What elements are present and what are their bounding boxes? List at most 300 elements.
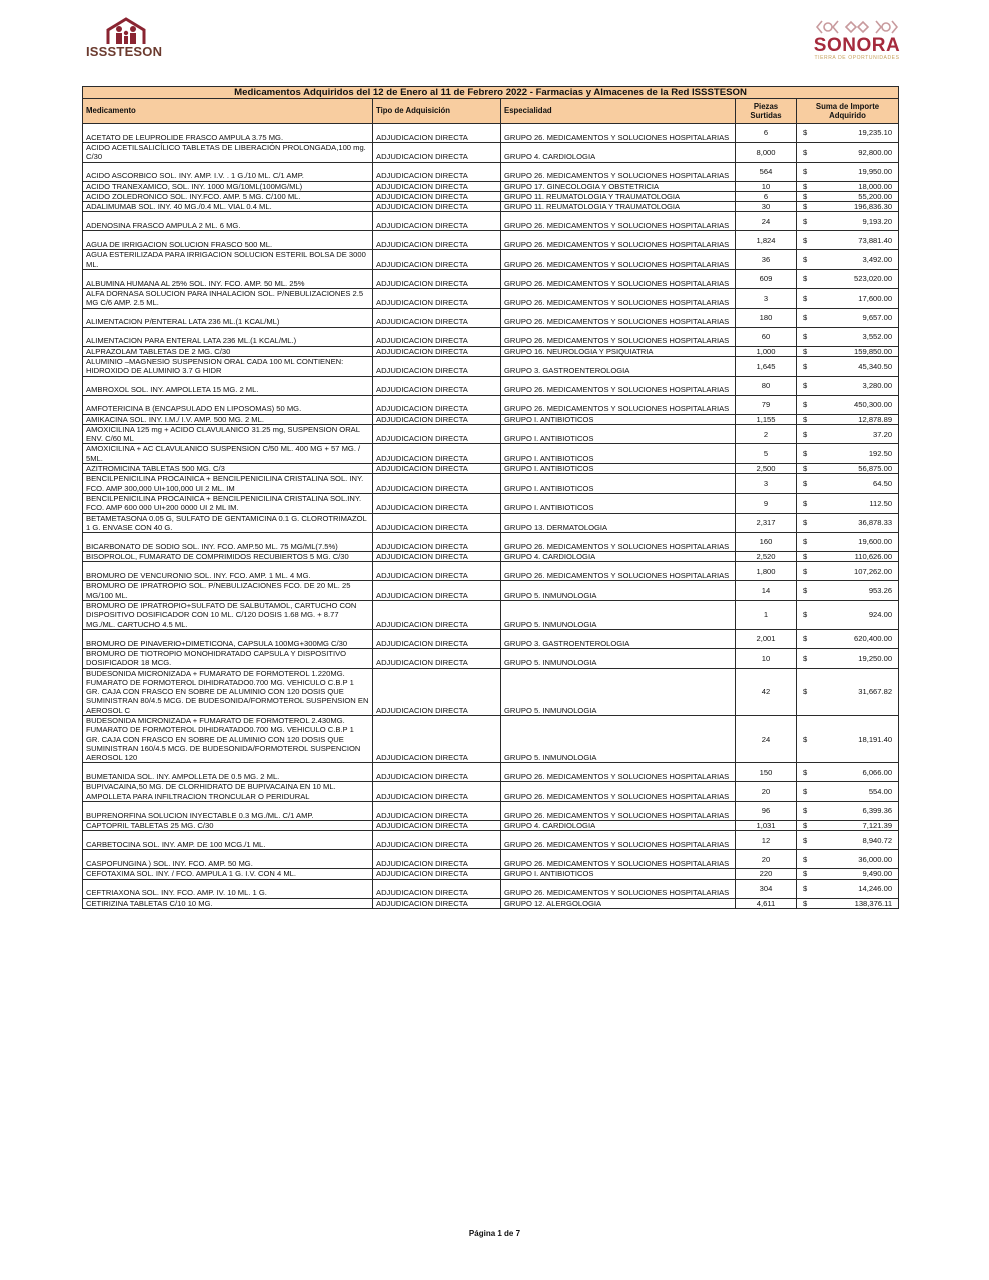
pieces-count: 24	[736, 715, 797, 762]
pieces-count: 1	[736, 601, 797, 630]
amount-value: 523,020.00	[854, 274, 893, 284]
pieces-count: 2,500	[736, 464, 797, 474]
table-row	[83, 162, 899, 181]
acquisition-type: ADJUDICACION DIRECTA	[373, 782, 501, 802]
currency-symbol: $	[803, 414, 808, 424]
acquisition-type: ADJUDICACION DIRECTA	[373, 493, 501, 513]
amount-value: 953.26	[868, 586, 893, 596]
currency-symbol: $	[803, 821, 808, 831]
acquisition-type: ADJUDICACION DIRECTA	[373, 581, 501, 601]
acquisition-type: ADJUDICACION DIRECTA	[373, 327, 501, 346]
pieces-count: 20	[736, 850, 797, 869]
currency-symbol: $	[803, 293, 808, 303]
medication-name: AZITROMICINA TABLETAS 500 MG. C/3	[83, 464, 373, 474]
medication-name: BICARBONATO DE SODIO SOL. INY. FCO. AMP.50 ML. 75 MG/ML(7.5%)	[83, 533, 373, 552]
amount-value: 19,250.00	[858, 653, 893, 663]
column-header-medicamento: Medicamento	[83, 99, 373, 124]
amount-cell	[797, 474, 899, 494]
amount-value: 92,800.00	[858, 147, 893, 157]
column-header-importe: Suma de Importe Adquirido	[797, 99, 899, 124]
acquisition-type: ADJUDICACION DIRECTA	[373, 648, 501, 668]
amount-value: 19,235.10	[858, 128, 893, 138]
currency-symbol: $	[803, 787, 808, 797]
medication-name: BROMURO DE IPRATROPIO SOL. P/NEBULIZACIONES FCO. DE 20 ML. 25 MG/100 ML.	[83, 581, 373, 601]
currency-symbol: $	[803, 216, 808, 226]
table-row	[83, 802, 899, 821]
pieces-count: 1,031	[736, 821, 797, 831]
table-row	[83, 464, 899, 474]
pieces-count: 10	[736, 181, 797, 191]
currency-symbol: $	[803, 449, 808, 459]
pieces-count: 2,520	[736, 552, 797, 562]
acquisition-type: ADJUDICACION DIRECTA	[373, 715, 501, 762]
currency-symbol: $	[803, 634, 808, 644]
amount-value: 64.50	[873, 478, 893, 488]
pieces-count: 6	[736, 191, 797, 201]
medication-name: BENCILPENICILINA PROCAINICA + BENCILPENICILINA CRISTALINA SOL.INY. FCO. AMP 600 000 UI+200 0000 UI 2 ML IM.	[83, 493, 373, 513]
issteson-family-icon	[106, 16, 146, 44]
amount-value: 36,000.00	[858, 854, 893, 864]
table-row	[83, 782, 899, 802]
table-row	[83, 308, 899, 327]
amount-value: 196,836.30	[854, 202, 893, 212]
amount-value: 107,262.00	[854, 566, 893, 576]
amount-cell	[797, 581, 899, 601]
amount-cell	[797, 289, 899, 309]
amount-cell	[797, 869, 899, 879]
currency-symbol: $	[803, 610, 808, 620]
pieces-count: 1,155	[736, 414, 797, 424]
medication-name: CEFOTAXIMA SOL. INY. / FCO. AMPULA 1 G. I.V. CON 4 ML.	[83, 869, 373, 879]
medication-name: ALUMINIO –MAGNESIO SUSPENSION ORAL CADA 100 ML CONTIENEN: HIDROXIDO DE ALUMINIO 3.7 G HIDR	[83, 356, 373, 376]
medication-name: AGUA DE IRRIGACION SOLUCION FRASCO 500 ML.	[83, 231, 373, 250]
medication-name: BUDESONIDA MICRONIZADA + FUMARATO DE FORMOTEROL 1.220MG. FUMARATO DE FORMOTEROL DIHIDRATADO0.700 MG. VEHICULO C.B.P 1 GR. CAJA CON FRASCO EN SOBRE DE ALUMINIO CON 120 DOSIS QUE SUMINISTRAN 80/4.5 MCG. DE BUDESONIDA/FORMOTEROL SUSPENSION EN AEROSOL C	[83, 668, 373, 715]
table-row	[83, 191, 899, 201]
acquisition-type: ADJUDICACION DIRECTA	[373, 308, 501, 327]
table-row	[83, 424, 899, 444]
medication-name: AGUA ESTERILIZADA PARA IRRIGACION SOLUCION ESTERIL BOLSA DE 3000 ML.	[83, 250, 373, 270]
pieces-count: 3	[736, 474, 797, 494]
acquisition-type: ADJUDICACION DIRECTA	[373, 143, 501, 163]
pieces-count: 4,611	[736, 898, 797, 908]
amount-value: 3,280.00	[862, 380, 893, 390]
specialty: GRUPO 26. MEDICAMENTOS Y SOLUCIONES HOSPITALARIAS	[501, 376, 736, 395]
currency-symbol: $	[803, 552, 808, 562]
table-row	[83, 143, 899, 163]
acquisition-type: ADJUDICACION DIRECTA	[373, 513, 501, 533]
amount-cell	[797, 414, 899, 424]
specialty: GRUPO 5. INMUNOLOGIA	[501, 581, 736, 601]
specialty: GRUPO 26. MEDICAMENTOS Y SOLUCIONES HOSPITALARIAS	[501, 162, 736, 181]
specialty: GRUPO I. ANTIBIOTICOS	[501, 414, 736, 424]
column-header-especialidad: Especialidad	[501, 99, 736, 124]
medication-name: BUMETANIDA SOL. INY. AMPOLLETA DE 0.5 MG. 2 ML.	[83, 763, 373, 782]
currency-symbol: $	[803, 255, 808, 265]
table-row	[83, 395, 899, 414]
acquisition-type: ADJUDICACION DIRECTA	[373, 191, 501, 201]
column-header-piezas: Piezas Surtidas	[736, 99, 797, 124]
amount-cell	[797, 629, 899, 648]
pieces-count: 3	[736, 289, 797, 309]
specialty: GRUPO 4. CARDIOLOGIA	[501, 552, 736, 562]
specialty: GRUPO I. ANTIBIOTICOS	[501, 869, 736, 879]
table-row	[83, 668, 899, 715]
specialty: GRUPO 5. INMUNOLOGIA	[501, 601, 736, 630]
medication-name: BETAMETASONA 0.05 G, SULFATO DE GENTAMICINA 0.1 G. CLOROTRIMAZOL 1 G. ENVASE CON 40 G.	[83, 513, 373, 533]
table-row	[83, 376, 899, 395]
acquisition-type: ADJUDICACION DIRECTA	[373, 162, 501, 181]
amount-value: 18,000.00	[858, 181, 893, 191]
amount-value: 17,600.00	[858, 293, 893, 303]
table-row	[83, 327, 899, 346]
currency-symbol: $	[803, 767, 808, 777]
table-row	[83, 601, 899, 630]
amount-value: 19,600.00	[858, 537, 893, 547]
table-row	[83, 552, 899, 562]
acquisition-type: ADJUDICACION DIRECTA	[373, 444, 501, 464]
specialty: GRUPO 26. MEDICAMENTOS Y SOLUCIONES HOSPITALARIAS	[501, 308, 736, 327]
currency-symbol: $	[803, 869, 808, 879]
acquisition-type: ADJUDICACION DIRECTA	[373, 533, 501, 552]
amount-cell	[797, 143, 899, 163]
amount-value: 9,193.20	[862, 216, 893, 226]
amount-cell	[797, 763, 899, 782]
pieces-count: 1,800	[736, 562, 797, 581]
currency-symbol: $	[803, 361, 808, 371]
table-row	[83, 581, 899, 601]
acquisition-type: ADJUDICACION DIRECTA	[373, 629, 501, 648]
sonora-logo	[809, 18, 905, 64]
specialty: GRUPO 3. GASTROENTEROLOGIA	[501, 356, 736, 376]
table-row	[83, 879, 899, 898]
specialty: GRUPO 26. MEDICAMENTOS Y SOLUCIONES HOSPITALARIAS	[501, 327, 736, 346]
amount-value: 14,246.00	[858, 884, 893, 893]
amount-value: 73,881.40	[858, 235, 893, 245]
specialty: GRUPO 16. NEUROLOGIA Y PSIQUIATRIA	[501, 346, 736, 356]
currency-symbol: $	[803, 464, 808, 474]
medication-name: BROMURO DE VENCURONIO SOL. INY. FCO. AMP. 1 ML. 4 MG.	[83, 562, 373, 581]
amount-cell	[797, 782, 899, 802]
table-row	[83, 562, 899, 581]
acquisition-type: ADJUDICACION DIRECTA	[373, 831, 501, 850]
amount-value: 8,940.72	[862, 835, 893, 845]
amount-value: 554.00	[868, 787, 893, 797]
table-row	[83, 444, 899, 464]
acquisition-type: ADJUDICACION DIRECTA	[373, 124, 501, 143]
specialty: GRUPO 5. INMUNOLOGIA	[501, 715, 736, 762]
medication-name: BUDESONIDA MICRONIZADA + FUMARATO DE FORMOTEROL 2.430MG. FUMARATO DE FORMOTEROL DIHIDRATADO0.700 MG. VEHICULO C.B.P 1 GR. CAJA CON FRASCO EN SOBRE DE ALUMINIO CON 120 DOSIS QUE SUMINISTRAN 160/4.5 MCG. DE BUDESONIDA/FORMOTEROL SUSPENCION AEROSOL 120	[83, 715, 373, 762]
table-row	[83, 715, 899, 762]
medication-name: ALIMENTACION P/ENTERAL LATA 236 ML.(1 KCAL/ML)	[83, 308, 373, 327]
amount-cell	[797, 231, 899, 250]
amount-cell	[797, 821, 899, 831]
specialty: GRUPO 26. MEDICAMENTOS Y SOLUCIONES HOSPITALARIAS	[501, 270, 736, 289]
currency-symbol: $	[803, 566, 808, 576]
specialty: GRUPO 11. REUMATOLOGIA Y TRAUMATOLOGIA	[501, 202, 736, 212]
table-row	[83, 346, 899, 356]
currency-symbol: $	[803, 898, 808, 908]
amount-cell	[797, 648, 899, 668]
medications-table	[82, 86, 899, 909]
table-row	[83, 533, 899, 552]
amount-value: 19,950.00	[858, 166, 893, 176]
medication-name: AMOXICILINA 125 mg + ACIDO CLAVULANICO 31.25 mg, SUSPENSION ORAL ENV. C/60 ML	[83, 424, 373, 444]
table-row	[83, 513, 899, 533]
specialty: GRUPO 26. MEDICAMENTOS Y SOLUCIONES HOSPITALARIAS	[501, 850, 736, 869]
pieces-count: 160	[736, 533, 797, 552]
amount-value: 9,657.00	[862, 313, 893, 323]
amount-value: 31,667.82	[858, 687, 893, 697]
acquisition-type: ADJUDICACION DIRECTA	[373, 601, 501, 630]
amount-value: 7,121.39	[862, 821, 893, 831]
acquisition-type: ADJUDICACION DIRECTA	[373, 464, 501, 474]
medication-name: ALPRAZOLAM TABLETAS DE 2 MG. C/30	[83, 346, 373, 356]
amount-value: 192.50	[868, 449, 893, 459]
amount-cell	[797, 346, 899, 356]
currency-symbol: $	[803, 884, 808, 893]
acquisition-type: ADJUDICACION DIRECTA	[373, 270, 501, 289]
amount-cell	[797, 850, 899, 869]
acquisition-type: ADJUDICACION DIRECTA	[373, 869, 501, 879]
sonora-ornament-icon	[816, 18, 898, 36]
acquisition-type: ADJUDICACION DIRECTA	[373, 356, 501, 376]
specialty: GRUPO 3. GASTROENTEROLOGIA	[501, 629, 736, 648]
amount-value: 18,191.40	[858, 734, 893, 744]
currency-symbol: $	[803, 806, 808, 816]
acquisition-type: ADJUDICACION DIRECTA	[373, 212, 501, 231]
pieces-count: 80	[736, 376, 797, 395]
specialty: GRUPO I. ANTIBIOTICOS	[501, 493, 736, 513]
table-row	[83, 202, 899, 212]
pieces-count: 30	[736, 202, 797, 212]
amount-value: 620,400.00	[854, 634, 893, 644]
currency-symbol: $	[803, 586, 808, 596]
acquisition-type: ADJUDICACION DIRECTA	[373, 250, 501, 270]
specialty: GRUPO 13. DERMATOLOGIA	[501, 513, 736, 533]
amount-cell	[797, 124, 899, 143]
currency-symbol: $	[803, 537, 808, 547]
pieces-count: 20	[736, 782, 797, 802]
table-row	[83, 648, 899, 668]
specialty: GRUPO 26. MEDICAMENTOS Y SOLUCIONES HOSPITALARIAS	[501, 533, 736, 552]
acquisition-type: ADJUDICACION DIRECTA	[373, 289, 501, 309]
specialty: GRUPO 26. MEDICAMENTOS Y SOLUCIONES HOSPITALARIAS	[501, 782, 736, 802]
amount-cell	[797, 802, 899, 821]
amount-cell	[797, 181, 899, 191]
table-row	[83, 869, 899, 879]
specialty: GRUPO 26. MEDICAMENTOS Y SOLUCIONES HOSPITALARIAS	[501, 879, 736, 898]
amount-value: 3,552.00	[862, 332, 893, 342]
medication-name: AMIKACINA SOL. INY. I.M./ I.V. AMP. 500 MG. 2 ML.	[83, 414, 373, 424]
table-row	[83, 831, 899, 850]
medication-name: CETIRIZINA TABLETAS C/10 10 MG.	[83, 898, 373, 908]
specialty: GRUPO 26. MEDICAMENTOS Y SOLUCIONES HOSPITALARIAS	[501, 250, 736, 270]
amount-cell	[797, 395, 899, 414]
amount-cell	[797, 464, 899, 474]
specialty: GRUPO 26. MEDICAMENTOS Y SOLUCIONES HOSPITALARIAS	[501, 124, 736, 143]
acquisition-type: ADJUDICACION DIRECTA	[373, 802, 501, 821]
table-row	[83, 270, 899, 289]
amount-cell	[797, 376, 899, 395]
pieces-count: 9	[736, 493, 797, 513]
pieces-count: 5	[736, 444, 797, 464]
amount-cell	[797, 879, 899, 898]
specialty: GRUPO I. ANTIBIOTICOS	[501, 444, 736, 464]
table-title-row	[83, 87, 899, 99]
amount-value: 924.00	[868, 610, 893, 620]
specialty: GRUPO 26. MEDICAMENTOS Y SOLUCIONES HOSPITALARIAS	[501, 289, 736, 309]
sonora-logo-name: SONORA	[813, 35, 901, 56]
pieces-count: 304	[736, 879, 797, 898]
amount-value: 45,340.50	[858, 361, 893, 371]
pieces-count: 96	[736, 802, 797, 821]
currency-symbol: $	[803, 734, 808, 744]
table-row	[83, 289, 899, 309]
acquisition-type: ADJUDICACION DIRECTA	[373, 879, 501, 898]
specialty: GRUPO 17. GINECOLOGIA Y OBSTETRICIA	[501, 181, 736, 191]
amount-cell	[797, 552, 899, 562]
amount-value: 112.50	[869, 498, 893, 508]
medication-name: ACIDO ZOLEDRONICO SOL. INY.FCO. AMP. 5 MG. C/100 ML.	[83, 191, 373, 201]
specialty: GRUPO 26. MEDICAMENTOS Y SOLUCIONES HOSPITALARIAS	[501, 763, 736, 782]
pieces-count: 564	[736, 162, 797, 181]
pieces-count: 2	[736, 424, 797, 444]
specialty: GRUPO 5. INMUNOLOGIA	[501, 668, 736, 715]
medication-name: BUPIVACAINA,50 MG. DE CLORHIDRATO DE BUPIVACAINA EN 10 ML. AMPOLLETA PARA INFILTRACION TRONCULAR O PERIDURAL	[83, 782, 373, 802]
specialty: GRUPO 11. REUMATOLOGIA Y TRAUMATOLOGIA	[501, 191, 736, 201]
currency-symbol: $	[803, 854, 808, 864]
medication-name: AMBROXOL SOL. INY. AMPOLLETA 15 MG. 2 ML.	[83, 376, 373, 395]
medication-name: CAPTOPRIL TABLETAS 25 MG. C/30	[83, 821, 373, 831]
pieces-count: 60	[736, 327, 797, 346]
medication-name: BROMURO DE PINAVERIO+DIMETICONA, CAPSULA 100MG+300MG C/30	[83, 629, 373, 648]
acquisition-type: ADJUDICACION DIRECTA	[373, 763, 501, 782]
pieces-count: 1,000	[736, 346, 797, 356]
table-row	[83, 898, 899, 908]
specialty: GRUPO 4. CARDIOLOGIA	[501, 143, 736, 163]
currency-symbol: $	[803, 653, 808, 663]
amount-cell	[797, 513, 899, 533]
medication-name: ADENOSINA FRASCO AMPULA 2 ML. 6 MG.	[83, 212, 373, 231]
pieces-count: 180	[736, 308, 797, 327]
medication-name: CASPOFUNGINA ) SOL. INY. FCO. AMP. 50 MG.	[83, 850, 373, 869]
amount-cell	[797, 601, 899, 630]
amount-cell	[797, 444, 899, 464]
table-row	[83, 414, 899, 424]
medication-name: ACIDO TRANEXAMICO, SOL. INY. 1000 MG/10ML(100MG/ML)	[83, 181, 373, 191]
pieces-count: 14	[736, 581, 797, 601]
medication-name: ACIDO ACETILSALICÍLICO TABLETAS DE LIBERACIÓN PROLONGADA,100 mg. C/30	[83, 143, 373, 163]
currency-symbol: $	[803, 313, 808, 323]
amount-cell	[797, 424, 899, 444]
table-row	[83, 212, 899, 231]
medication-name: ACIDO ASCORBICO SOL. INY. AMP. I.V. . 1 G./10 ML. C/1 AMP.	[83, 162, 373, 181]
specialty: GRUPO 5. INMUNOLOGIA	[501, 648, 736, 668]
amount-cell	[797, 162, 899, 181]
specialty: GRUPO 4. CARDIOLOGIA	[501, 821, 736, 831]
amount-cell	[797, 562, 899, 581]
table-row	[83, 250, 899, 270]
medication-name: BISOPROLOL, FUMARATO DE COMPRIMIDOS RECUBIERTOS 5 MG. C/30	[83, 552, 373, 562]
acquisition-type: ADJUDICACION DIRECTA	[373, 395, 501, 414]
currency-symbol: $	[803, 147, 808, 157]
currency-symbol: $	[803, 191, 808, 201]
amount-cell	[797, 250, 899, 270]
specialty: GRUPO I. ANTIBIOTICOS	[501, 474, 736, 494]
acquisition-type: ADJUDICACION DIRECTA	[373, 414, 501, 424]
amount-value: 55,200.00	[858, 191, 893, 201]
amount-cell	[797, 191, 899, 201]
amount-value: 6,066.00	[862, 767, 893, 777]
pieces-count: 6	[736, 124, 797, 143]
currency-symbol: $	[803, 429, 808, 439]
acquisition-type: ADJUDICACION DIRECTA	[373, 202, 501, 212]
currency-symbol: $	[803, 518, 808, 528]
pieces-count: 2,317	[736, 513, 797, 533]
amount-cell	[797, 202, 899, 212]
acquisition-type: ADJUDICACION DIRECTA	[373, 424, 501, 444]
acquisition-type: ADJUDICACION DIRECTA	[373, 898, 501, 908]
issteson-logo-text: ISSSTESON	[86, 44, 163, 59]
medication-name: BUPRENORFINA SOLUCION INYECTABLE 0.3 MG./ML. C/1 AMP.	[83, 802, 373, 821]
table-row	[83, 181, 899, 191]
acquisition-type: ADJUDICACION DIRECTA	[373, 181, 501, 191]
amount-value: 36,878.33	[858, 518, 893, 528]
specialty: GRUPO 26. MEDICAMENTOS Y SOLUCIONES HOSPITALARIAS	[501, 831, 736, 850]
amount-value: 9,490.00	[862, 869, 893, 879]
specialty: GRUPO 26. MEDICAMENTOS Y SOLUCIONES HOSPITALARIAS	[501, 802, 736, 821]
specialty: GRUPO I. ANTIBIOTICOS	[501, 424, 736, 444]
currency-symbol: $	[803, 332, 808, 342]
acquisition-type: ADJUDICACION DIRECTA	[373, 376, 501, 395]
medication-name: ALFA DORNASA SOLUCION PARA INHALACION SOL. P/NEBULIZACIONES 2.5 MG C/6 AMP. 2.5 ML.	[83, 289, 373, 309]
amount-cell	[797, 327, 899, 346]
medication-name: CARBETOCINA SOL. INY. AMP. DE 100 MCG./1 ML.	[83, 831, 373, 850]
acquisition-type: ADJUDICACION DIRECTA	[373, 668, 501, 715]
specialty: GRUPO I. ANTIBIOTICOS	[501, 464, 736, 474]
table-row	[83, 821, 899, 831]
currency-symbol: $	[803, 835, 808, 845]
column-header-tipo: Tipo de Adquisición	[373, 99, 501, 124]
amount-cell	[797, 831, 899, 850]
pieces-count: 8,000	[736, 143, 797, 163]
medication-name: ALBUMINA HUMANA AL 25% SOL. INY. FCO. AMP. 50 ML. 25%	[83, 270, 373, 289]
table-row	[83, 629, 899, 648]
currency-symbol: $	[803, 498, 808, 508]
amount-cell	[797, 898, 899, 908]
amount-value: 37.20	[873, 429, 893, 439]
table-row	[83, 231, 899, 250]
currency-symbol: $	[803, 235, 808, 245]
pieces-count: 2,001	[736, 629, 797, 648]
acquisition-type: ADJUDICACION DIRECTA	[373, 850, 501, 869]
currency-symbol: $	[803, 274, 808, 284]
medication-name: BROMURO DE TIOTROPIO MONOHIDRATADO CAPSULA Y DISPOSITIVO DOSIFICADOR 18 MCG.	[83, 648, 373, 668]
amount-value: 159,850.00	[854, 346, 893, 356]
amount-value: 3,492.00	[862, 255, 893, 265]
medication-name: ALIMENTACION PARA ENTERAL LATA 236 ML.(1 KCAL/ML.)	[83, 327, 373, 346]
amount-cell	[797, 493, 899, 513]
amount-cell	[797, 270, 899, 289]
table-row	[83, 474, 899, 494]
amount-value: 450,300.00	[854, 399, 893, 409]
specialty: GRUPO 26. MEDICAMENTOS Y SOLUCIONES HOSPITALARIAS	[501, 395, 736, 414]
amount-value: 6,399.36	[862, 806, 893, 816]
currency-symbol: $	[803, 687, 808, 697]
acquisition-type: ADJUDICACION DIRECTA	[373, 552, 501, 562]
sonora-logo-tagline: TIERRA DE OPORTUNIDADES	[814, 55, 900, 61]
amount-cell	[797, 356, 899, 376]
